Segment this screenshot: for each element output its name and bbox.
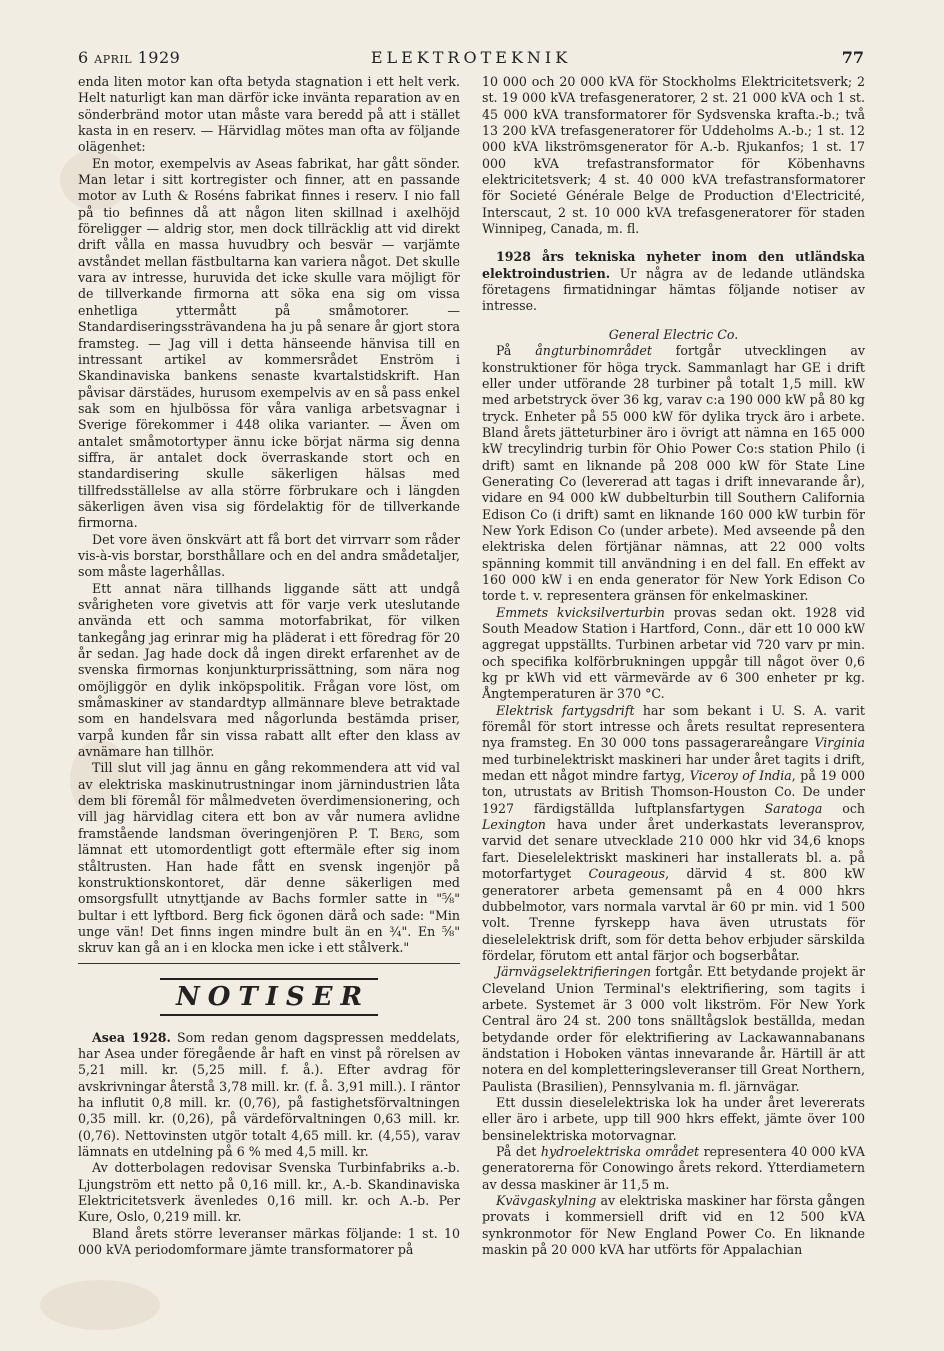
paragraph: Till slut vill jag ännu en gång rekommendera att vid val av elektriska maskinutrustningar inom järnindustrien låta dem bli föremål för målmedveten överdimensionering, och vill jag härvidlag citera ett bon av vår numera avlidne framstående landsman överingenjören P. T. Berg, som lämnat ett utomordentligt gott eftermäle efter sig inom ståltrusten. Han hade fått en svensk ingenjör på konstruktionskontoret, där denne säkerligen med omsorgsfullt utnyttjande av Bachs formler satte in "⅝" bultar i ett lyftbord. Berg fick ögonen därå och sade: "Min unge vän! Det finns ingen mindre bult än en ¾". En ⅝" skruv kan gå an i en klocka men icke i ett stålverk." — [78, 760, 460, 956]
issue-date: 6 april 1929 — [78, 48, 181, 67]
paragraph: Det vore även önskvärt att få bort det virrvarr som råder vis-à-vis borstar, borsthållare och en del andra smådetaljer, som måste lagerhållas. — [78, 531, 460, 580]
page-number: 77 — [841, 48, 864, 67]
journal-title: ELEKTROTEKNIK — [370, 48, 572, 67]
paragraph: Kvävgaskylning av elektriska maskiner har första gången provats i kommersiell drift vid en 12 500 kVA synkronmotor för New England Power Co. En liknande maskin på 20 000 kVA har utförts för Appalachian — [482, 1193, 865, 1258]
paragraph: 1928 års tekniska nyheter inom den utländska elektroindustrien. Ur några av de ledande utländska företagens firmatidningar hämtas följande notiser av intresse. — [482, 249, 865, 314]
paragraph: enda liten motor kan ofta betyda stagnation i ett helt verk. Helt naturligt kan man därför icke invänta reparation av en sönderbränd motor utan måste vara beredd på att i stället kasta in en reserv. — Härvidlag mötes man ofta av följande olägenhet: — [78, 74, 460, 155]
paragraph: Järnvägselektrifieringen fortgår. Ett betydande projekt är Cleveland Union Terminal's elektrifiering, som tagits i arbete. Systemet är 3 000 volt likström. För New York Central äro 24 st. 200 tons snälltågslok beställda, medan betydande order för elektrifiering av Lackawannabanans ändstation i Hoboken väntas innevarande år. Härtill är att notera en del kompletteringsleveranser till Great Northern, Paulista (Brasilien), Pennsylvania m. fl. järnvägar. — [482, 964, 865, 1094]
page-header — [78, 48, 864, 70]
company-subheading: General Electric Co. — [608, 326, 739, 342]
paragraph: Asea 1928. Som redan genom dagspressen meddelats, har Asea under föregående år haft en vinst på rörelsen av 5,21 mill. kr. (5,25 mill. f. å.). Efter avdrag för avskrivningar återstå 3,78 mill. kr. (f. å. 3,91 mill.). I räntor ha influtit 0,8 mill. kr. (0,76), på fastighetsförvaltningen 0,35 mill. kr. (0,26), på värdeförvaltningen 0,63 mill. kr. (0,76). Nettovinsten utgör totalt 4,65 mill. kr. (4,55), varav lämnats en utdelning på 6 % med 4,5 mill. kr. — [78, 1029, 461, 1159]
paragraph: På det hydroelektriska området representera 40 000 kVA generatorerna för Conowingo årets rekord. Ytterdiametern av dessa maskiner är 11,5 m. — [482, 1144, 865, 1192]
paragraph: 10 000 och 20 000 kVA för Stockholms Elektricitetsverk; 2 st. 19 000 kVA trefasgeneratorer, 2 st. 21 000 kVA och 1 st. 45 000 kVA transformatorer för Sydsvenska krafta.-b.; två 13 200 kVA trefasgeneratorer för Uddeholms A.-b.; 1 st. 12 000 kVA likströmsgenerator för A.-b. Rjukanfos; 1 st. 17 000 kVA trefastransformator för Köbenhavns elektricitetsverk; 4 st. 40 000 kVA trefastransformatorer för Societé Générale Belge de Production d'Electricité, Interscaut, 2 st. 10 000 kVA trefasgeneratorer för staden Winnipeg, Canada, m. fl. — [482, 74, 865, 237]
divider — [78, 963, 460, 964]
paragraph: Ett annat nära tillhands liggande sätt att undgå svårigheten vore givetvis att för varje verk uteslutande använda ett och samma motorfabrikat, för vilken tankegång jag erinrar mig ha pläderat i ett föredrag för 20 år sedan. Jag hade dock då ingen direkt erfarenhet av de svenska firmornas konjunkturprissättning, som nära nog omöjliggör en dylik inköpspolitik. Frågan vore löst, om småmaskiner av standardtyp allmännare bleve betraktade som en handelsvara med någorlunda bestämda priser, varpå kunden får sin vissa rabatt allt efter den klass av avnämare han tillhör. — [78, 580, 460, 760]
paragraph: På ångturbinområdet fortgår utvecklingen av konstruktioner för höga tryck. Sammanlagt har GE i drift eller under utförande 28 turbiner på totalt 1,5 mill. kW med arbetstryck över 36 kg, varav c:a 190 000 kW på 80 kg tryck. Enheter på 55 000 kW för dylika tryck äro i arbete. Bland årets jätteturbiner äro i övrigt att nämna en 165 000 kW trecylindrig turbin för Ohio Power Co:s station Philo (i drift) samt en liknande på 208 000 kW för State Line Generating Co (levererad att tagas i drift innevarande år), vidare en 94 000 kW dubbelturbin till Southern California Edison Co (i drift) samt en liknande 160 000 kW turbin för New York Edison Co (under arbete). Med avseende på den elektriska delen förtjänar nämnas, att 22 000 volts spänning kommit till användning i en del fall. En effekt av 160 000 kW i en enda generator för New York Edison Co torde t. v. representera gränsen för enkelmaskiner. — [482, 343, 866, 604]
left-column — [78, 74, 460, 1258]
paragraph: Av dotterbolagen redovisar Svenska Turbinfabriks a.-b. Ljungström ett netto på 0,16 mill. kr., A.-b. Skandinaviska Elektricitetsverk ävenledes 0,16 mill. kr. och A.-b. Per Kure, Oslo, 0,219 mill. kr. — [78, 1160, 460, 1225]
paragraph: Elektrisk fartygsdrift har som bekant i U. S. A. varit föremål för stort intresse och årets resultat representera nya framsteg. En 30 000 tons passagerareångare Virginia med turbinelektriskt maskineri har under året tagits i drift, medan ett något mindre fartyg, Viceroy of India, på 19 000 ton, utrustats av British Thomson-Houston Co. De under 1927 färdigställda luftplansfartygen Saratoga och Lexington hava under året underkastats leveransprov, varvid det senare utvecklade 210 000 hkr vid 34,6 knops fart. Dieselelektriskt maskineri har installerats bl. a. på motorfartyget Courageous, därvid 4 st. 800 kW generatorer arbeta gemensamt på en 4 000 hkrs dubbelmotor, vars normala varvtal är 60 pr min. vid 1 500 volt. Trenne fyrskepp hava även utrustats för dieselelektrisk drift, som för detta behov erbjuder särskilda fördelar, förutom ett antal färjor och bogserbåtar. — [482, 702, 865, 963]
right-column — [482, 74, 865, 1258]
person-name: Berg — [389, 825, 420, 841]
notice-title: Asea 1928. — [92, 1029, 171, 1045]
notice-title: 1928 års tekniska nyheter inom den utländska elektroindustrien. — [482, 249, 865, 281]
section-heading: NOTISER — [160, 978, 378, 1016]
paragraph: Ett dussin dieselelektriska lok ha under året levererats eller äro i arbete, upp till 900 hkrs effekt, jämte över 100 bensinelektriska motorvagnar. — [482, 1094, 865, 1143]
paragraph: Emmets kvicksilverturbin provas sedan okt. 1928 vid South Meadow Station i Hartford, Conn., där ett 10 000 kW aggregat uppställts. Turbinen arbetar vid 720 varv pr min. och specifika kolförbrukningen uppgår till något över 0,6 kg pr kWh vid ett värmevärde av 6 300 enheter pr kg. Ångtemperaturen är 370 °C. — [482, 604, 866, 702]
paragraph: Bland årets större leveranser märkas följande: 1 st. 10 000 kVA periodomformare jämte transformatorer på — [78, 1225, 460, 1258]
paragraph: En motor, exempelvis av Aseas fabrikat, har gått sönder. Man letar i sitt kortregister och finner, att en passande motor av Luth & Roséns fabrikat finnes i reserv. I nio fall på tio befinnes då att någon liten skillnad i axelhöjd föreligger — aldrig stor, men dock tillräcklig att vid direkt drift vålla en massa huvudbry och besvär — varjämte avståndet mellan fästbultarna kan variera något. Det skulle vara av intresse, huruvida det icke skulle vara möjligt för de tillverkande firmorna att söka ena sig om vissa enhetliga yttermått på småmotorer. — Standardiseringssträvandena ha ju på senare år gjort stora framsteg. — Jag vill i detta hänseende hänvisa till en intressant artikel av kommersrådet Enström i Skandinaviska bankens senaste kvartalstidskrift. Han påvisar därstädes, hurusom exempelvis av en så pass enkel sak som en hjulbössa för våra vanliga arbetsvagnar i Sverige förekommer i 448 olika varianter. — Även om antalet småmotortyper ännu icke börjat närma sig denna siffra, är antalet dock överraskande stort och en standardisering skulle säkerligen hälsas med tillfredsställelse av alla större förbrukare och i längden säkerligen även visa sig fördelaktig för de tillverkande firmorna. — [78, 155, 460, 531]
paper-stain — [40, 1280, 160, 1330]
